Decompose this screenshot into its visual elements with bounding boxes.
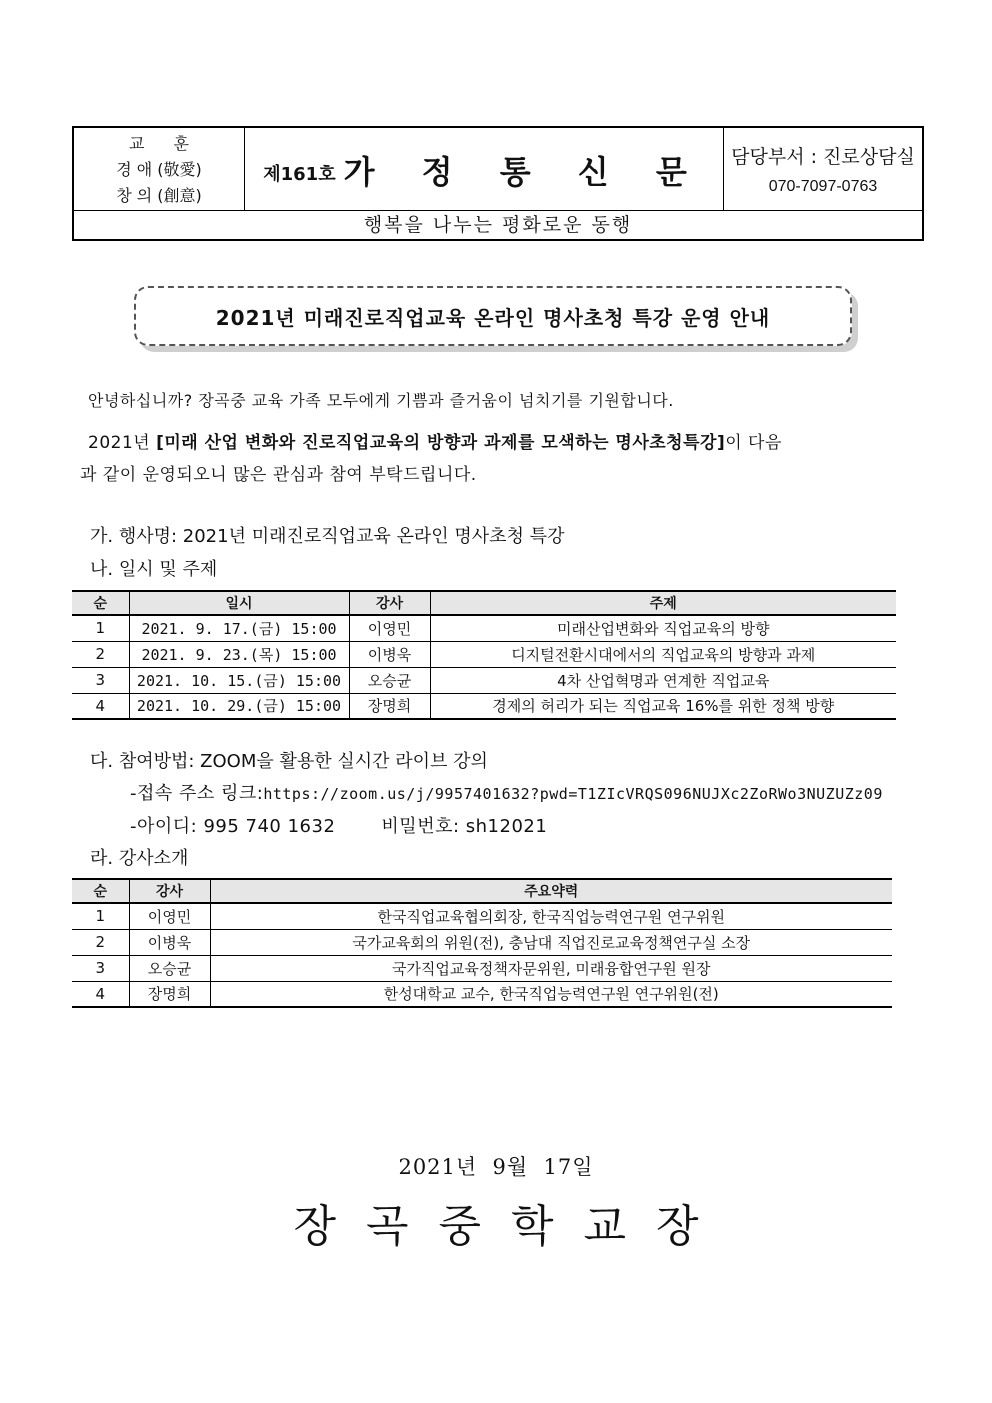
principal-signature: 장곡중학교장 xyxy=(293,1201,729,1252)
row-topic: 4차 산업혁명과 연계한 직업교육 xyxy=(430,667,896,693)
motto-title: 교 훈 xyxy=(129,134,201,153)
row-lecturer: 오승균 xyxy=(349,667,430,693)
table-row xyxy=(72,641,896,667)
motto-line-1: 경 애 (敬愛) xyxy=(116,160,202,179)
issue-number: 제161호 xyxy=(263,163,336,185)
meeting-password: 비밀번호: sh12021 xyxy=(381,816,548,837)
row-topic: 미래산업변화와 직업교육의 방향 xyxy=(430,615,896,641)
meeting-id: -아이디: 995 740 1632 xyxy=(130,816,336,837)
col-header-lecturer: 강사 xyxy=(129,879,210,903)
col-header-career: 주요약력 xyxy=(210,879,892,903)
zoom-credentials xyxy=(130,812,547,838)
row-career: 국가직업교육정책자문위원, 미래융합연구원 원장 xyxy=(210,955,892,981)
intro-line-1 xyxy=(88,428,782,453)
col-header-no: 순 xyxy=(72,879,129,903)
row-lecturer: 오승균 xyxy=(129,955,210,981)
zoom-link-line xyxy=(130,779,883,805)
table-row xyxy=(72,667,896,693)
schedule-header-row xyxy=(72,591,896,615)
row-career: 한국직업교육협의회장, 한국직업능력연구원 연구위원 xyxy=(210,903,892,929)
lecturer-heading: 라. 강사소개 xyxy=(90,848,189,869)
newsletter-header xyxy=(72,126,924,241)
title-box xyxy=(134,286,852,346)
event-name: 가. 행사명: 2021년 미래진로직업교육 온라인 명사초청 특강 xyxy=(90,526,565,547)
table-row xyxy=(72,693,896,719)
header-top-row xyxy=(74,128,922,211)
intro-suffix: 이 다음 xyxy=(725,433,782,453)
col-header-no: 순 xyxy=(72,591,129,615)
table-row xyxy=(72,615,896,641)
col-header-datetime: 일시 xyxy=(129,591,349,615)
col-header-lecturer: 강사 xyxy=(349,591,430,615)
row-topic: 디지털전환시대에서의 직업교육의 방향과 과제 xyxy=(430,641,896,667)
participation-method: 다. 참여방법: ZOOM을 활용한 실시간 라이브 강의 xyxy=(90,751,488,772)
department: 담당부서 : 진로상담실 xyxy=(731,146,915,168)
school-motto xyxy=(74,128,245,211)
schedule-table xyxy=(72,590,896,720)
intro-line-2: 과 같이 운영되오니 많은 관심과 참여 부탁드립니다. xyxy=(80,465,477,485)
row-topic: 경제의 허리가 되는 직업교육 16%를 위한 정책 방향 xyxy=(430,693,896,719)
schedule-heading: 나. 일시 및 주제 xyxy=(90,559,218,580)
row-number: 3 xyxy=(72,955,129,981)
phone-number: 070-7097-0763 xyxy=(768,178,878,195)
motto-line-2: 창 의 (創意) xyxy=(116,186,202,205)
row-lecturer: 이영민 xyxy=(129,903,210,929)
row-number: 4 xyxy=(72,981,129,1007)
intro-prefix: 2021년 xyxy=(88,433,157,453)
row-number: 1 xyxy=(72,903,129,929)
row-datetime: 2021. 10. 29.(금) 15:00 xyxy=(129,693,349,719)
row-lecturer: 장명희 xyxy=(349,693,430,719)
lecturer-header-row xyxy=(72,879,892,903)
school-slogan: 행복을 나누는 평화로운 동행 xyxy=(363,214,633,236)
issue-date: 2021년 9월 17일 xyxy=(398,1155,594,1179)
greeting: 안녕하십니까? 장곡중 교육 가족 모두에게 기쁨과 즐거움이 넘치기를 기원합니다. xyxy=(88,391,674,410)
row-lecturer: 이병욱 xyxy=(349,641,430,667)
row-number: 4 xyxy=(72,693,129,719)
table-row xyxy=(72,955,892,981)
zoom-link[interactable]: https://zoom.us/j/9957401632?pwd=T1ZIcVRQS096NUJXc2ZoRWo3NUZUZz09 xyxy=(263,785,883,803)
masthead xyxy=(245,128,723,211)
newsletter-title: 가 정 통 신 문 xyxy=(343,152,705,191)
table-row xyxy=(72,903,892,929)
table-row xyxy=(72,929,892,955)
department-box xyxy=(723,128,922,211)
row-lecturer: 이영민 xyxy=(349,615,430,641)
row-number: 2 xyxy=(72,929,129,955)
row-datetime: 2021. 9. 17.(금) 15:00 xyxy=(129,615,349,641)
row-datetime: 2021. 10. 15.(금) 15:00 xyxy=(129,667,349,693)
zoom-link-label: -접속 주소 링크: xyxy=(130,783,264,804)
row-lecturer: 장명희 xyxy=(129,981,210,1007)
row-number: 3 xyxy=(72,667,129,693)
row-lecturer: 이병욱 xyxy=(129,929,210,955)
lecturer-table xyxy=(72,878,892,1008)
intro-highlight: [미래 산업 변화와 진로직업교육의 방향과 과제를 모색하는 명사초청특강] xyxy=(156,433,726,453)
row-career: 한성대학교 교수, 한국직업능력연구원 연구위원(전) xyxy=(210,981,892,1007)
row-datetime: 2021. 9. 23.(목) 15:00 xyxy=(129,641,349,667)
document-title: 2021년 미래진로직업교육 온라인 명사초청 특강 운영 안내 xyxy=(215,305,771,330)
col-header-topic: 주제 xyxy=(430,591,896,615)
table-row xyxy=(72,981,892,1007)
row-career: 국가교육회의 위원(전), 충남대 직업진로교육정책연구실 소장 xyxy=(210,929,892,955)
row-number: 1 xyxy=(72,615,129,641)
row-number: 2 xyxy=(72,641,129,667)
